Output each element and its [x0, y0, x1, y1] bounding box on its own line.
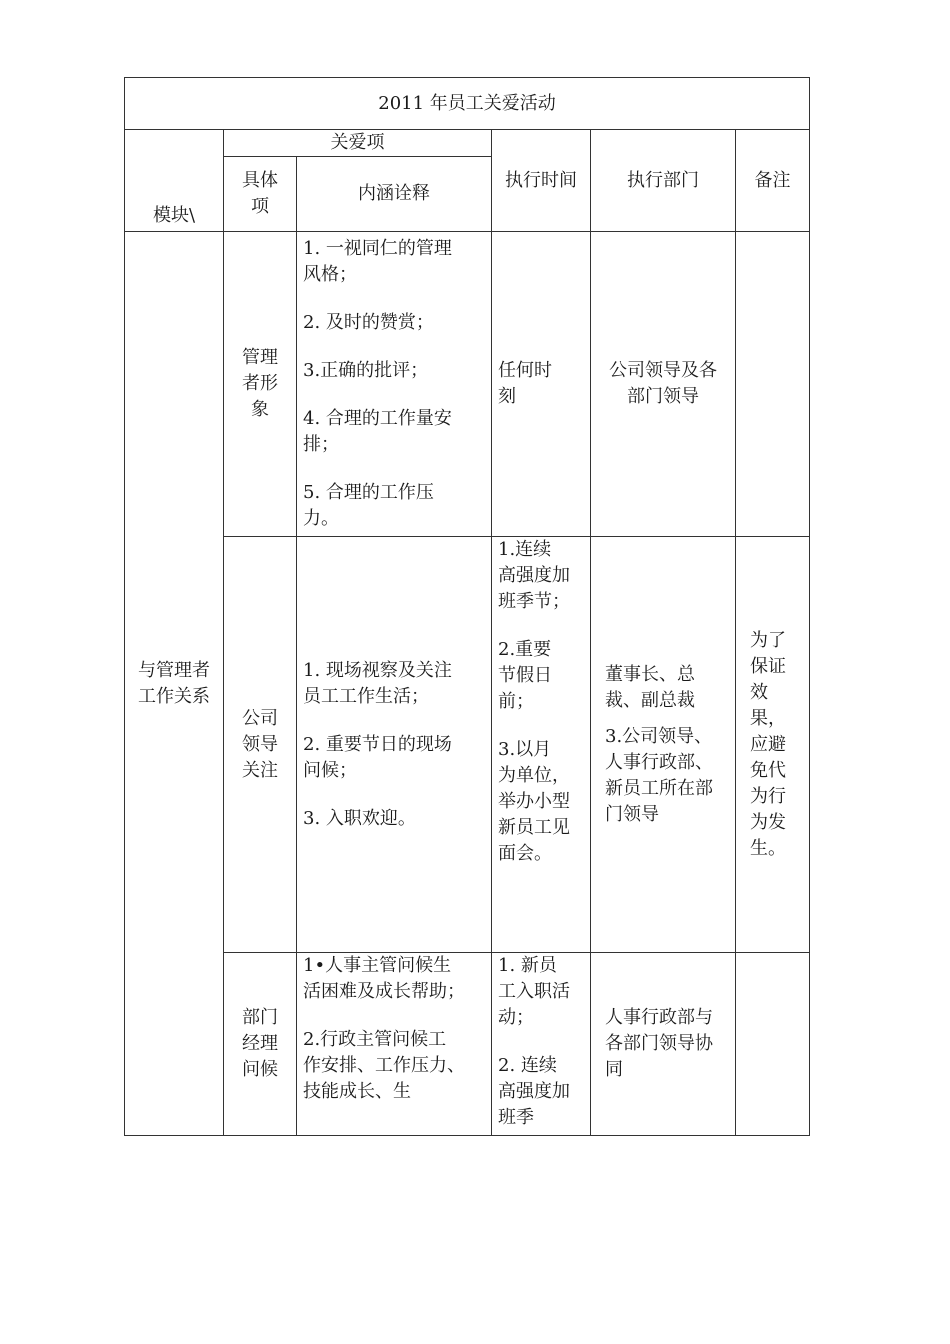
text-line: 3.以月	[498, 739, 552, 760]
exec-dept-cell	[591, 953, 736, 1136]
item-line: 领导	[242, 733, 278, 755]
text-line: 1.连续	[498, 539, 552, 560]
text-line: 效	[750, 681, 768, 703]
text-line: 保证	[750, 655, 786, 677]
text-line: 新员工见	[498, 817, 570, 838]
text-line: 1. 一视同仁的管理	[303, 238, 452, 259]
text-line: 力。	[303, 508, 339, 529]
text-line: 1. 新员	[498, 955, 557, 976]
text-line: 为发	[750, 811, 786, 833]
table-row	[125, 537, 810, 953]
text-line: 5. 合理的工作压	[303, 482, 434, 503]
text-line: 人事行政部、	[605, 751, 713, 773]
employee-care-table	[124, 77, 810, 1136]
text-line: 门领导	[605, 803, 659, 825]
item-line: 部门	[242, 1007, 278, 1028]
exec-time-cell	[492, 537, 591, 953]
text-line: 员工工作生活；	[303, 685, 429, 707]
item-line: 问候	[242, 1059, 278, 1080]
exec-dept-cell	[591, 537, 736, 953]
text-line: 前；	[498, 691, 534, 712]
remark-cell	[736, 232, 810, 537]
dept-point	[605, 662, 729, 714]
text-line: 为行	[750, 785, 786, 807]
item-line: 公司	[242, 707, 278, 729]
table-row	[125, 953, 810, 1136]
text-line: 人事行政部与	[605, 1007, 713, 1028]
text-line: 作安排、工作压力、	[303, 1055, 465, 1076]
connotation-point	[303, 480, 485, 532]
exec-time-cell	[492, 953, 591, 1136]
text-line: 应避	[750, 733, 786, 755]
dept-point	[597, 358, 729, 410]
dept-point	[605, 724, 729, 828]
connotation-point	[303, 406, 485, 458]
module-header: 模块\	[125, 130, 224, 232]
text-line: 1. 现场视察及关注	[303, 659, 452, 681]
specific-item-header	[224, 157, 297, 232]
text-line: 2.重要	[498, 639, 552, 660]
text-line: 3.公司领导、	[605, 725, 713, 747]
text-line: 4. 合理的工作量安	[303, 408, 452, 429]
time-point	[498, 537, 584, 615]
connotation-point	[303, 806, 485, 832]
connotation-point	[303, 953, 485, 1005]
connotation-point	[303, 732, 485, 784]
module-name-cell	[125, 232, 224, 1136]
connotation-point	[303, 310, 485, 336]
remark-cell	[736, 537, 810, 953]
module-name-line: 与管理者	[138, 659, 210, 681]
remark-cell	[736, 953, 810, 1136]
item-line: 经理	[242, 1033, 278, 1054]
text-line: 3.正确的批评；	[303, 360, 429, 381]
item-line: 者形	[242, 373, 278, 394]
text-line: 各部门领导协	[605, 1033, 713, 1054]
item-line: 关注	[242, 759, 278, 781]
text-line: 生。	[750, 837, 786, 859]
text-line: 面会。	[498, 843, 552, 864]
text-line: 高强度加	[498, 565, 570, 586]
item-line: 象	[251, 399, 269, 420]
text-line: 风格；	[303, 264, 357, 285]
text-line: 举办小型	[498, 791, 570, 812]
time-point	[498, 737, 584, 867]
connotation-point	[303, 236, 485, 288]
text-line: 节假日	[498, 665, 552, 686]
text-line: 工入职活	[498, 981, 570, 1002]
text-line: 免代	[750, 759, 786, 781]
text-line: 排；	[303, 434, 339, 455]
text-line: 任何时	[498, 360, 552, 381]
text-line: 裁、副总裁	[605, 689, 695, 711]
text-line: 新员工所在部	[605, 777, 713, 799]
remark-header: 备注	[736, 130, 810, 232]
text-line: 班季节；	[498, 591, 570, 612]
item-cell	[224, 537, 297, 953]
care-item-header: 关爱项	[224, 130, 492, 157]
connotation-cell	[297, 232, 492, 537]
exec-time-cell	[492, 232, 591, 537]
time-point	[498, 637, 584, 715]
text-line: 果，	[750, 707, 786, 729]
connotation-cell	[297, 537, 492, 953]
connotation-cell	[297, 953, 492, 1136]
connotation-point	[303, 1027, 485, 1105]
dept-point	[605, 1005, 729, 1083]
time-point	[498, 358, 584, 410]
specific-item-header-line: 项	[251, 196, 269, 217]
text-line: 动；	[498, 1007, 534, 1028]
text-line: 3. 入职欢迎。	[303, 807, 416, 829]
table-row	[125, 232, 810, 537]
connotation-header: 内涵诠释	[297, 157, 492, 232]
text-line: 为单位，	[498, 765, 570, 786]
text-line: 董事长、总	[605, 663, 695, 685]
item-line: 管理	[242, 347, 278, 368]
text-line: 2. 重要节日的现场	[303, 733, 452, 755]
text-line: 2. 及时的赞赏；	[303, 312, 434, 333]
exec-dept-cell	[591, 232, 736, 537]
connotation-point	[303, 358, 485, 384]
text-line: 高强度加	[498, 1081, 570, 1102]
time-point	[498, 953, 584, 1031]
item-cell	[224, 232, 297, 537]
exec-time-header: 执行时间	[492, 130, 591, 232]
text-line: 部门领导	[627, 386, 699, 407]
text-line: 2.行政主管问候工	[303, 1029, 447, 1050]
connotation-point	[303, 658, 485, 710]
time-point	[498, 1053, 584, 1131]
text-line: 公司领导及各	[609, 360, 717, 381]
text-line: 刻	[498, 386, 516, 407]
module-name-line: 工作关系	[138, 685, 210, 707]
text-line: 技能成长、生	[303, 1081, 411, 1102]
text-line: 问候；	[303, 759, 357, 781]
text-line: 活困难及成长帮助；	[303, 981, 465, 1002]
text-line: 为了	[750, 629, 786, 651]
table-title: 2011 年员工关爱活动	[125, 78, 810, 130]
text-line: 同	[605, 1059, 623, 1080]
text-line: 2. 连续	[498, 1055, 557, 1076]
text-line: 班季	[498, 1107, 534, 1128]
text-line: 1•人事主管问候生	[303, 955, 452, 976]
specific-item-header-line: 具体	[242, 170, 278, 191]
exec-dept-header: 执行部门	[591, 130, 736, 232]
item-cell	[224, 953, 297, 1136]
